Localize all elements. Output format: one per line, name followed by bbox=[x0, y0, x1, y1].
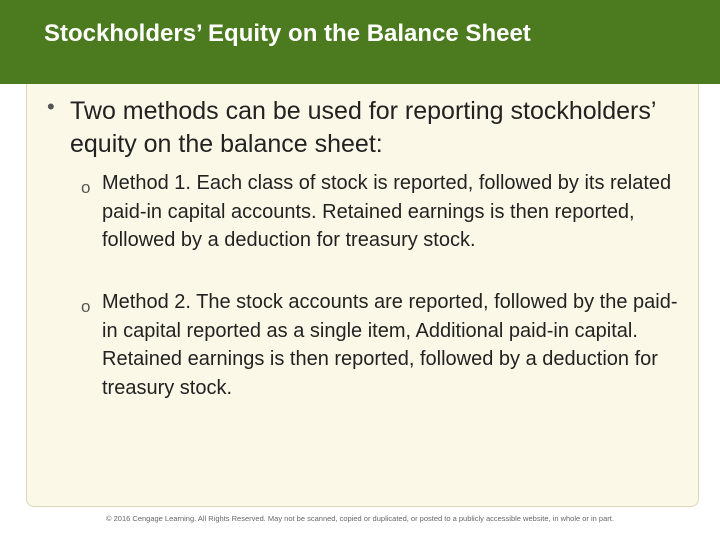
sub-bullet-text-method-2: Method 2. The stock accounts are reported, followed by the paid-in capital reported as a single item, Additional paid-in capital. Retained earnings is then reported, followed by a deduction for treasury stock. bbox=[102, 291, 678, 399]
sub-bullet-marker: o bbox=[81, 178, 91, 197]
bullet-text: Two methods can be used for reporting stockholders’ equity on the balance sheet: bbox=[70, 97, 656, 158]
title-bar bbox=[0, 0, 720, 84]
sub-bullet-marker: o bbox=[81, 297, 91, 316]
slide-title: Stockholders’ Equity on the Balance Sheet bbox=[44, 20, 531, 47]
copyright-footer: © 2016 Cengage Learning. All Rights Reserved. May not be scanned, copied or duplicated, or posted to a publicly accessible website, in whole or in part. bbox=[106, 514, 614, 523]
sub-bullet-text-method-1: Method 1. Each class of stock is reported, followed by its related paid-in capital accounts. Retained earnings is then reported, followed by a deduction for treasury stock. bbox=[102, 172, 672, 252]
bullet-marker: • bbox=[47, 94, 55, 119]
